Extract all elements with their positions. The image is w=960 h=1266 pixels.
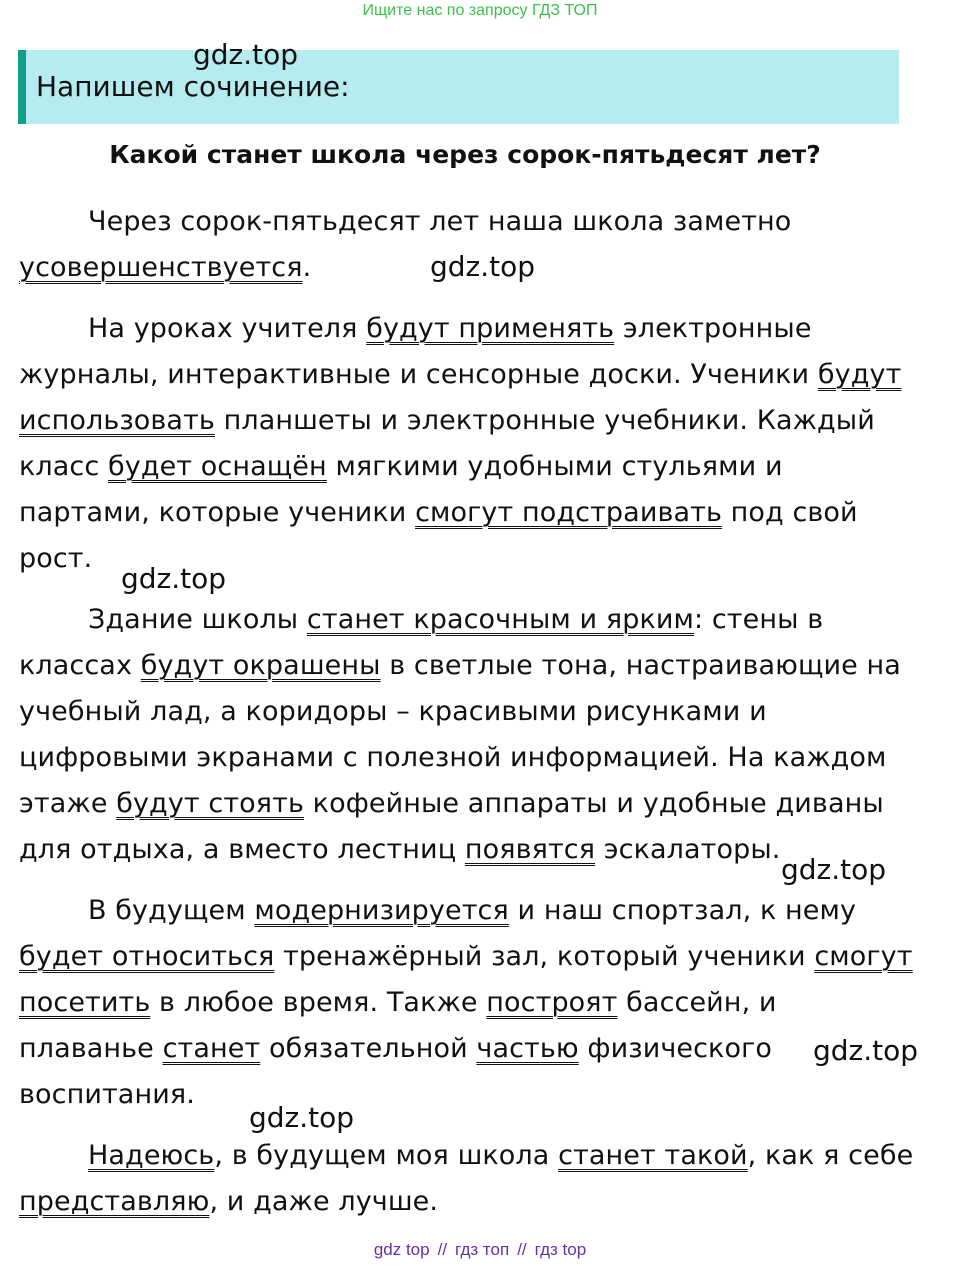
essay-title: Какой станет школа через сорок-пятьдесят лет? — [109, 140, 821, 169]
underlined-verb: смогут посетить — [19, 941, 913, 1018]
essay-body — [19, 199, 919, 1240]
underlined-verb: смогут подстраивать — [415, 497, 722, 528]
underlined-verb: будут стоять — [116, 788, 304, 819]
essay-paragraph-5: Надеюсь, в будущем моя школа станет такой, как я себе представляю, и даже лучше. — [19, 1140, 914, 1217]
underlined-verb: станет такой — [558, 1140, 748, 1171]
underlined-verb: будут применять — [366, 313, 615, 344]
underlined-word: частью — [476, 1033, 579, 1064]
top-banner[interactable]: Ищите нас по запросу ГДЗ ТОП — [362, 2, 598, 19]
footer-separator: // — [437, 1240, 448, 1259]
watermark: gdz.top — [430, 250, 536, 283]
essay-paragraph-3: Здание школы станет красочным и ярким: стены в классах будут окрашены в светлые тона, настраивающие на учебный лад, а коридоры – красивыми рисунками и цифровыми экранами с полезной информацией. На каждом этаже будут стоять кофейные аппараты и удобные диваны для отдыха, а вместо лестниц появятся эскалаторы. — [19, 604, 901, 865]
underlined-verb: будет оснащён — [107, 451, 327, 482]
essay-paragraph-2: На уроках учителя будут применять электронные журналы, интерактивные и сенсорные доски. Ученики будут использовать планшеты и электронные учебники. Каждый класс будет оснащён мягкими удобными стульями и партами, которые ученики смогут подстраивать под свой рост. — [19, 313, 902, 574]
underlined-verb: усовершенствуется — [19, 252, 303, 283]
essay-paragraph-1: Через сорок-пятьдесят лет наша школа заметно усовершенствуется. — [19, 206, 792, 283]
underlined-verb: будут использовать — [19, 359, 902, 436]
underlined-verb: появятся — [464, 834, 596, 865]
section-header — [18, 50, 899, 124]
watermark: gdz.top — [781, 853, 887, 886]
watermark: gdz.top — [813, 1034, 919, 1067]
underlined-verb: модернизируется — [254, 895, 509, 926]
underlined-verb: построят — [486, 987, 618, 1018]
section-title: Напишем сочинение: — [36, 70, 350, 103]
underlined-verb: станет — [162, 1033, 261, 1064]
watermark: gdz.top — [249, 1101, 355, 1134]
watermark: gdz.top — [121, 562, 227, 595]
footer-links — [0, 1240, 960, 1260]
footer-link[interactable]: гдз top — [534, 1240, 587, 1259]
underlined-verb: будет относиться — [19, 941, 275, 972]
underlined-verb: будут окрашены — [140, 650, 381, 681]
underlined-word: Надеюсь — [88, 1140, 215, 1171]
footer-link[interactable]: gdz top — [373, 1240, 430, 1259]
underlined-verb: станет красочным и ярким — [306, 604, 694, 635]
essay-paragraph-4: В будущем модернизируется и наш спортзал, к нему будет относиться тренажёрный зал, который ученики смогут посетить в любое время. Также построят бассейн, и плаванье станет обязательной частью физического воспитания. — [19, 895, 913, 1110]
footer-separator: // — [517, 1240, 527, 1259]
footer-link[interactable]: гдз топ — [455, 1240, 510, 1259]
watermark: gdz.top — [193, 38, 299, 71]
underlined-verb: представляю — [19, 1186, 210, 1217]
